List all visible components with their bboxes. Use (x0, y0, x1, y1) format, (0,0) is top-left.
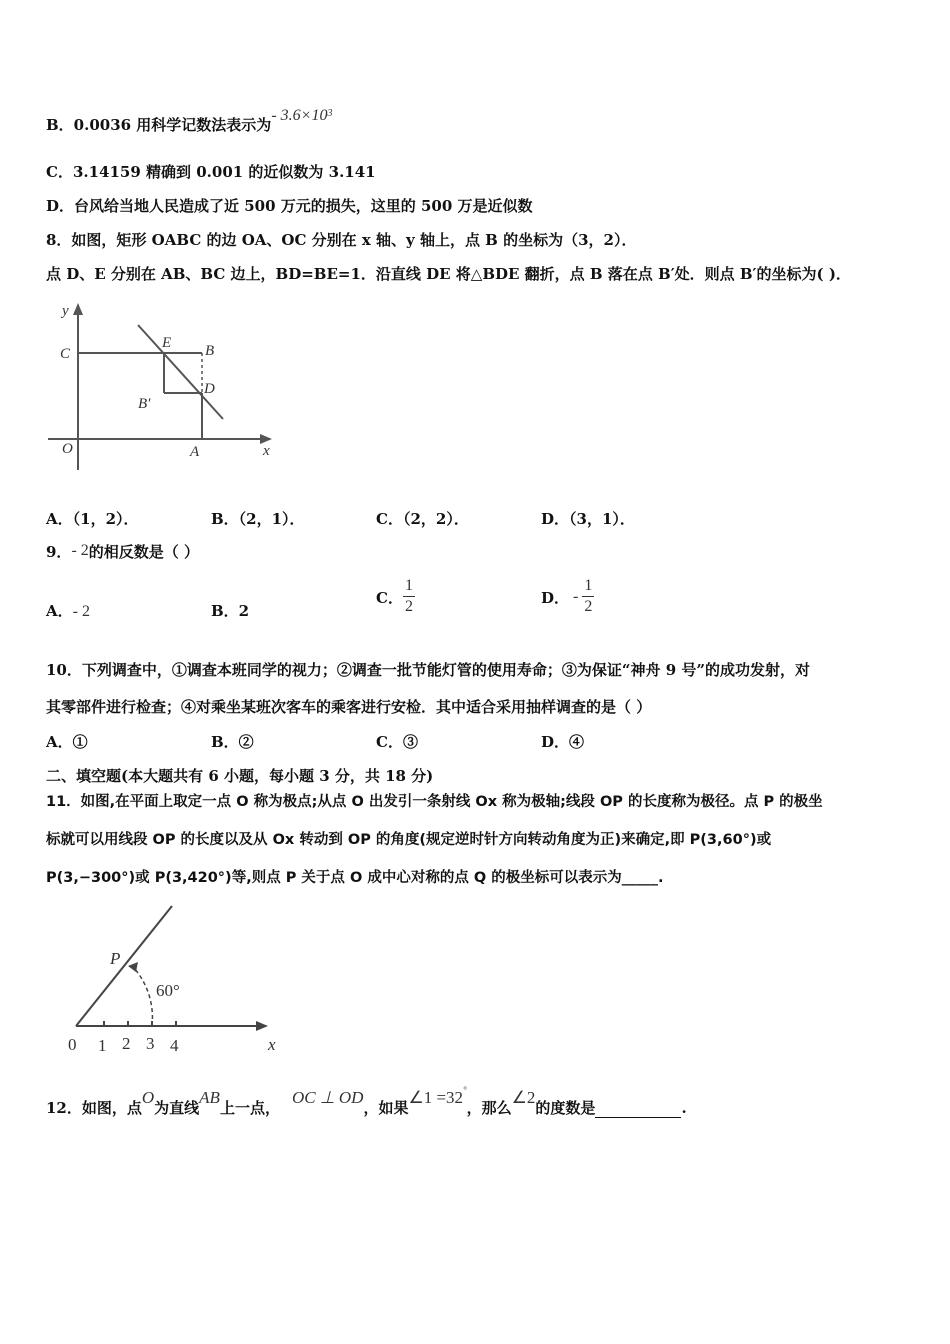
q11-stem-line3: P(3,−300°)或 P(3,420°)等,则点 P 关于点 O 成中心对称的点 Q 的极坐标可以表示为_____. (46, 870, 664, 886)
q8-label-o: O (62, 441, 73, 457)
q7-option-b-exponent: 3 (327, 108, 333, 119)
q10-option-b[interactable]: B．② (211, 733, 254, 751)
q10-stem-line1: 10．下列调查中，①调查本班同学的视力；②调查一批节能灯管的使用寿命；③为保证“神舟 9 号”的成功发射，对 (46, 661, 811, 679)
q8-label-c: C (60, 346, 71, 362)
q8-line-de (138, 325, 223, 419)
q10-option-c[interactable]: C．③ (376, 733, 418, 751)
q8-label-a: A (190, 444, 200, 460)
q9-math: - 2 (71, 542, 89, 559)
q8-label-d: D (204, 381, 215, 397)
q8-option-a[interactable]: A．（1，2）． (46, 510, 139, 528)
q8-label-bprime: B′ (138, 396, 151, 412)
q11-stem-line1: 11．如图,在平面上取定一点 O 称为极点;从点 O 出发引一条射线 Ox 称为极轴;线段 OP 的长度称为极径。点 P 的极坐 (46, 794, 823, 810)
q12-point-o: O (141, 1088, 155, 1107)
q8-stem-line1: 8．如图，矩形 OABC 的边 OA、OC 分别在 x 轴、y 轴上，点 B 的坐标为（3，2）． (46, 231, 637, 249)
q9-option-d[interactable]: D． - $\frac{1}{2}$ (541, 577, 593, 615)
q11-tick-label-4: 4 (170, 1036, 179, 1055)
q12-line-ab: AB (199, 1088, 220, 1107)
q7-option-b-math: - 3.6×10 (271, 107, 328, 124)
q11-tick-label-2: 2 (122, 1034, 131, 1053)
q11-tick-label-3: 3 (146, 1034, 155, 1053)
q8-figure (40, 295, 290, 470)
q12-angle1: ∠1 =32 (408, 1088, 464, 1107)
q12-angle2: ∠2 (511, 1088, 536, 1107)
q8-y-arrow (73, 303, 83, 315)
q11-label-x: x (268, 1035, 276, 1054)
q9-option-a[interactable]: A．- 2 (46, 602, 90, 620)
q9-option-b[interactable]: B．2 (211, 602, 250, 620)
q11-stem-line2: 标就可以用线段 OP 的长度以及从 Ox 转动到 OP 的角度(规定逆时针方向转动角度为正)来确定,即 P(3,60°)或 (46, 832, 772, 848)
q11-angle-arc (134, 968, 152, 1026)
q10-stem-line2: 其零部件进行检查；④对乘坐某班次客车的乘客进行安检．其中适合采用抽样调查的是（ ） (46, 698, 652, 716)
q9-option-d-fraction: $\frac{1}{2}$ (584, 577, 593, 615)
q8-option-b[interactable]: B．（2，1）． (211, 510, 305, 528)
q11-tick-label-0: 0 (68, 1035, 77, 1054)
q10-option-a[interactable]: A．① (46, 733, 88, 751)
q7-option-b: B．0.0036 用科学记数法表示为- $3.6\times 10^3$ (46, 107, 333, 134)
q8-label-e: E (162, 335, 172, 351)
q11-axis-arrow (256, 1021, 268, 1031)
q11-label-p: P (110, 949, 121, 968)
q8-option-c[interactable]: C．（2，2）． (376, 510, 469, 528)
q8-label-x: x (263, 443, 270, 459)
q7-option-d: D．台风给当地人民造成了近 500 万元的损失，这里的 500 万是近似数 (46, 197, 533, 215)
q11-figure (60, 900, 280, 1060)
q8-label-y: y (62, 303, 69, 319)
section-heading: 二、填空题(本大题共有 6 小题，每小题 3 分，共 18 分) (46, 767, 434, 785)
q12-answer-blank[interactable] (595, 1103, 681, 1118)
q11-ray-op (76, 906, 172, 1026)
q8-label-b: B (205, 343, 215, 359)
q8-stem-line2: 点 D、E 分别在 AB、BC 边上，BD=BE=1．沿直线 DE 将△BDE 翻折，点 B 落在点 B′处．则点 B′的坐标为( )． (46, 265, 851, 283)
q11-tick-label-1: 1 (98, 1036, 107, 1055)
q12-perp: OC ⊥ OD (291, 1088, 364, 1107)
q11-label-angle: 60° (156, 981, 180, 1000)
q10-option-d[interactable]: D．④ (541, 733, 585, 751)
q9-option-c[interactable]: C． $\frac{1}{2}$ (376, 577, 413, 615)
q12-stem: 12．如图，点O为直线AB上一点，OC ⊥ OD，如果∠1 =32°，那么∠2的度数是 . (46, 1085, 687, 1117)
q9-option-c-fraction: $\frac{1}{2}$ (404, 577, 413, 615)
q9-stem: 9．- 2的相反数是（ ） (46, 542, 199, 561)
q8-option-d[interactable]: D．（3，1）． (541, 510, 635, 528)
q7-option-c: C．3.14159 精确到 0.001 的近似数为 3.141 (46, 163, 376, 181)
